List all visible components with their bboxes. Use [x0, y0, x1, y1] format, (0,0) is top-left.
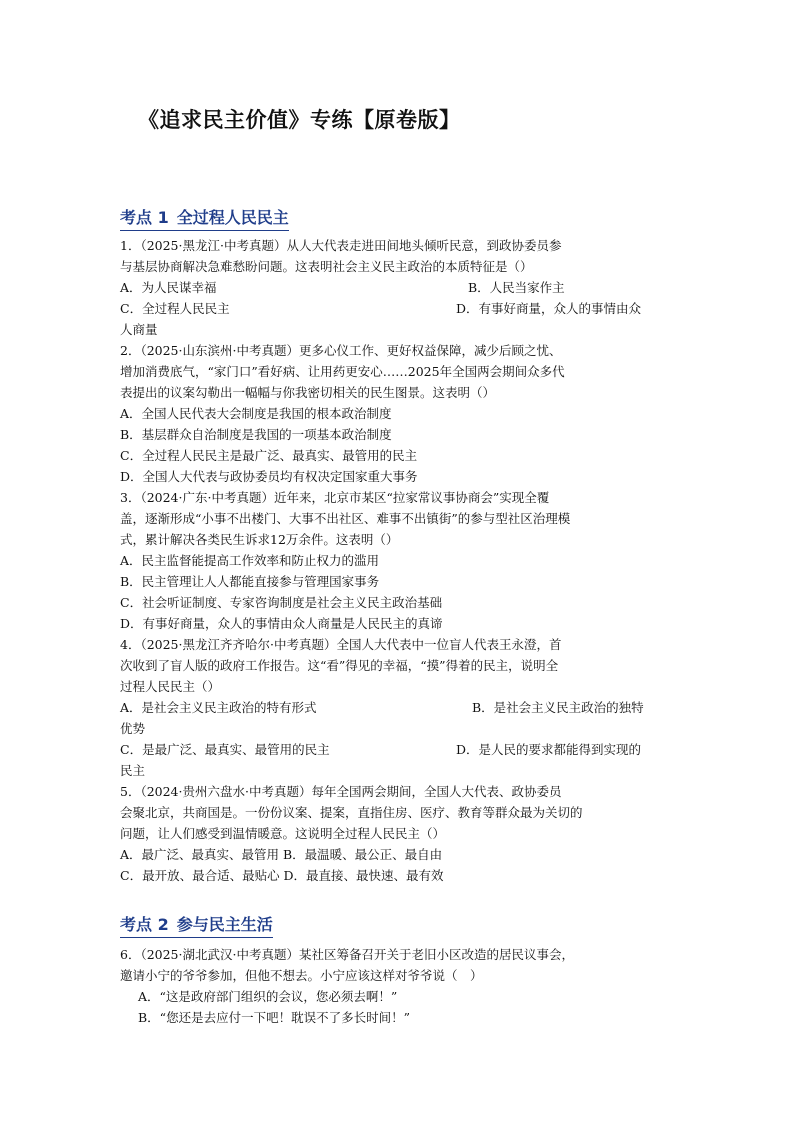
question-3-option-c: C．社会听证制度、专家咨询制度是社会主义民主政治基础 [120, 595, 443, 610]
question-1-options-ab [120, 277, 676, 298]
question-4-options-ab [120, 697, 676, 718]
option-a: A．为人民谋幸福 [120, 280, 217, 295]
question-5-line-1: 5．（2024·贵州六盘水·中考真题）每年全国两会期间，全国人大代表、政协委员 [120, 784, 562, 799]
option-c: C．是最广泛、最真实、最管用的民主 [120, 742, 330, 757]
section-label: 考点 1 [120, 208, 169, 227]
question-6-line-1: 6．（2025·湖北武汉·中考真题）某社区筹备召开关于老旧小区改造的居民议事会， [120, 947, 574, 962]
section-underline [120, 937, 273, 938]
option-b: B．是社会主义民主政治的独特 [472, 700, 644, 715]
question-2-option-c: C．全过程人民民主是最广泛、最真实、最管用的民主 [120, 448, 418, 463]
question-6-option-a: A．“这是政府部门组织的会议，您必须去啊！” [138, 989, 398, 1004]
question-4-line-1: 4．（2025·黑龙江齐齐哈尔·中考真题）全国人大代表中一位盲人代表王永澄，首 [120, 637, 562, 652]
question-3-option-a: A．民主监督能提高工作效率和防止权力的滥用 [120, 553, 380, 568]
question-3-option-b: B．民主管理让人人都能直接参与管理国家事务 [120, 574, 380, 589]
section-name: 参与民主生活 [176, 915, 273, 934]
question-2-line-1: 2．（2025·山东滨州·中考真题）更多心仪工作、更好权益保障，减少后顾之忧、 [120, 343, 562, 358]
question-4-option-d-cont: 民主 [120, 763, 146, 778]
option-d: D．有事好商量，众人的事情由众 [456, 301, 642, 316]
question-5-line-3: 问题，让人们感受到温情暖意。这说明全过程人民民主（） [120, 826, 446, 841]
section-underline [120, 230, 289, 231]
question-5-options-ab: A．最广泛、最真实、最管用 B．最温暖、最公正、最自由 [120, 847, 443, 862]
question-2-option-d: D．全国人大代表与政协委员均有权决定国家重大事务 [120, 469, 418, 484]
question-4-line-2: 次收到了盲人版的政府工作报告。这“看”得见的幸福，“摸”得着的民主，说明全 [120, 658, 559, 673]
question-5-line-2: 会聚北京，共商国是。一份份议案、提案，直指住房、医疗、教育等群众最为关切的 [120, 805, 583, 820]
question-2-option-a: A．全国人民代表大会制度是我国的根本政治制度 [120, 406, 392, 421]
question-1-option-d-cont: 人商量 [120, 322, 158, 337]
question-2-option-b: B．基层群众自治制度是我国的一项基本政治制度 [120, 427, 392, 442]
question-4-options-cd [120, 739, 676, 760]
question-3-line-2: 盖，逐渐形成“小事不出楼门、大事不出社区、难事不出镇街”的参与型社区治理模 [120, 511, 571, 526]
section-label: 考点 2 [120, 915, 169, 934]
section-name: 全过程人民民主 [176, 208, 289, 227]
question-2-line-3: 表提出的议案勾勒出一幅幅与你我密切相关的民生图景。这表明（） [120, 385, 496, 400]
question-3-line-3: 式，累计解决各类民生诉求12万余件。这表明（） [120, 532, 399, 547]
question-1-options-cd [120, 298, 676, 319]
option-b: B．人民当家作主 [468, 280, 565, 295]
question-4-line-3: 过程人民民主（） [120, 679, 221, 694]
section-heading-2 [120, 912, 273, 935]
section-heading-1 [120, 205, 289, 228]
question-3-option-d: D．有事好商量，众人的事情由众人商量是人民民主的真谛 [120, 616, 443, 631]
question-1-line-1: 1．（2025·黑龙江·中考真题）从人大代表走进田间地头倾听民意，到政协委员参 [120, 238, 562, 253]
page-title: 《追求民主价值》专练【原卷版】 [138, 108, 461, 132]
question-2-line-2: 增加消费底气，“家门口”看好病、让用药更安心……2025年全国两会期间众多代 [120, 364, 565, 379]
question-6-option-b: B．“您还是去应付一下吧！耽误不了多长时间！” [138, 1010, 410, 1025]
question-4-option-b-cont: 优势 [120, 721, 146, 736]
question-1-line-2: 与基层协商解决急难愁盼问题。这表明社会主义民主政治的本质特征是（） [120, 259, 533, 274]
question-5-options-cd: C．最开放、最合适、最贴心 D．最直接、最快速、最有效 [120, 868, 444, 883]
question-3-line-1: 3．（2024·广东·中考真题）近年来，北京市某区“拉家常议事协商会”实现全覆 [120, 490, 550, 505]
option-c: C．全过程人民民主 [120, 301, 230, 316]
question-6-line-2: 邀请小宁的爷爷参加，但他不想去。小宁应该这样对爷爷说（ ） [120, 968, 483, 983]
option-d: D．是人民的要求都能得到实现的 [456, 742, 642, 757]
option-a: A．是社会主义民主政治的特有形式 [120, 700, 317, 715]
